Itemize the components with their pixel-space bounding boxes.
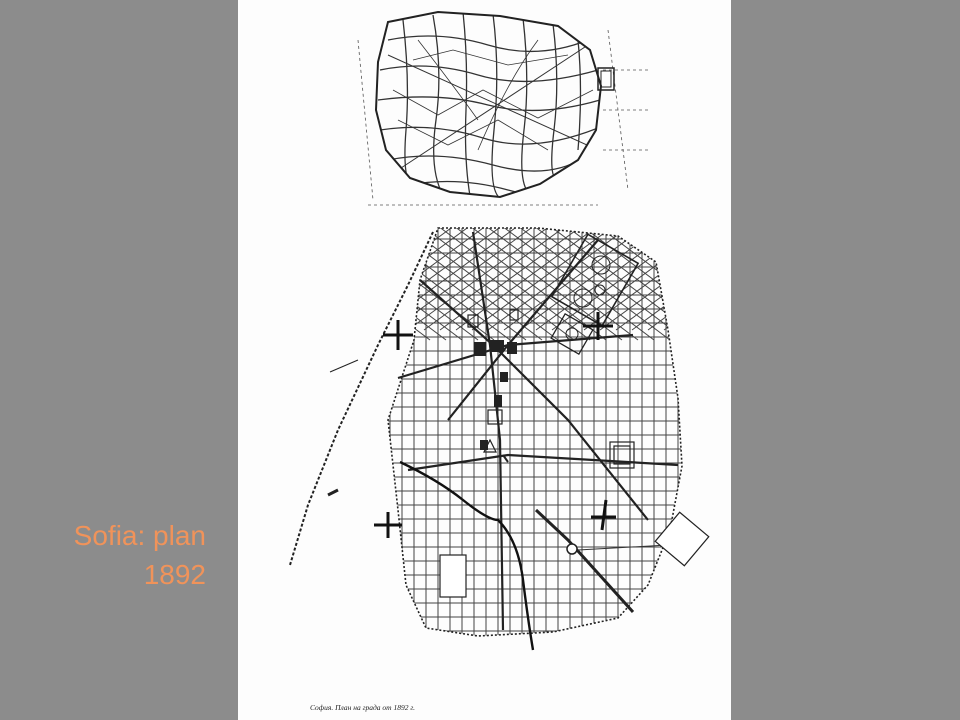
- station-square: [655, 512, 709, 566]
- street-line: [248, 220, 398, 330]
- street-line: [686, 220, 731, 340]
- street-line: [238, 220, 302, 330]
- railway-line: [290, 232, 433, 565]
- street-line: [552, 220, 702, 330]
- new-plan-streets: [238, 220, 731, 650]
- street-line: [286, 220, 446, 340]
- street-line: [718, 220, 731, 340]
- street-line: [702, 220, 731, 340]
- street-line: [280, 220, 430, 330]
- street-line: [238, 220, 334, 330]
- street-line: [648, 220, 731, 330]
- street-line: [238, 220, 398, 340]
- street-line: [238, 220, 382, 330]
- map-caption: София. План на града от 1892 г.: [310, 703, 416, 712]
- street-line: [264, 220, 414, 330]
- slide-title-line-1: Sofia: plan: [73, 520, 206, 551]
- street-line: [238, 220, 270, 330]
- street-line: [664, 220, 731, 330]
- street-line: [238, 220, 318, 330]
- street-line: [670, 220, 731, 340]
- park-square: [551, 314, 593, 354]
- street-line: [606, 220, 731, 340]
- street-line: [238, 220, 366, 330]
- street-line: [238, 220, 350, 330]
- street-line: [254, 220, 414, 340]
- central-blocks: [474, 340, 517, 450]
- old-town-outskirts: [358, 30, 648, 205]
- street-line: [616, 220, 731, 330]
- street-line: [270, 220, 430, 340]
- street-line: [238, 220, 286, 330]
- city-plan-map: [238, 0, 731, 720]
- street-line: [238, 220, 254, 330]
- street-line: [600, 220, 731, 330]
- map-sheet: [238, 0, 731, 720]
- roundabout: [567, 544, 577, 554]
- slide-title-line-2: 1892: [143, 559, 206, 590]
- street-line: [680, 220, 731, 330]
- old-town-plan: [378, 12, 600, 198]
